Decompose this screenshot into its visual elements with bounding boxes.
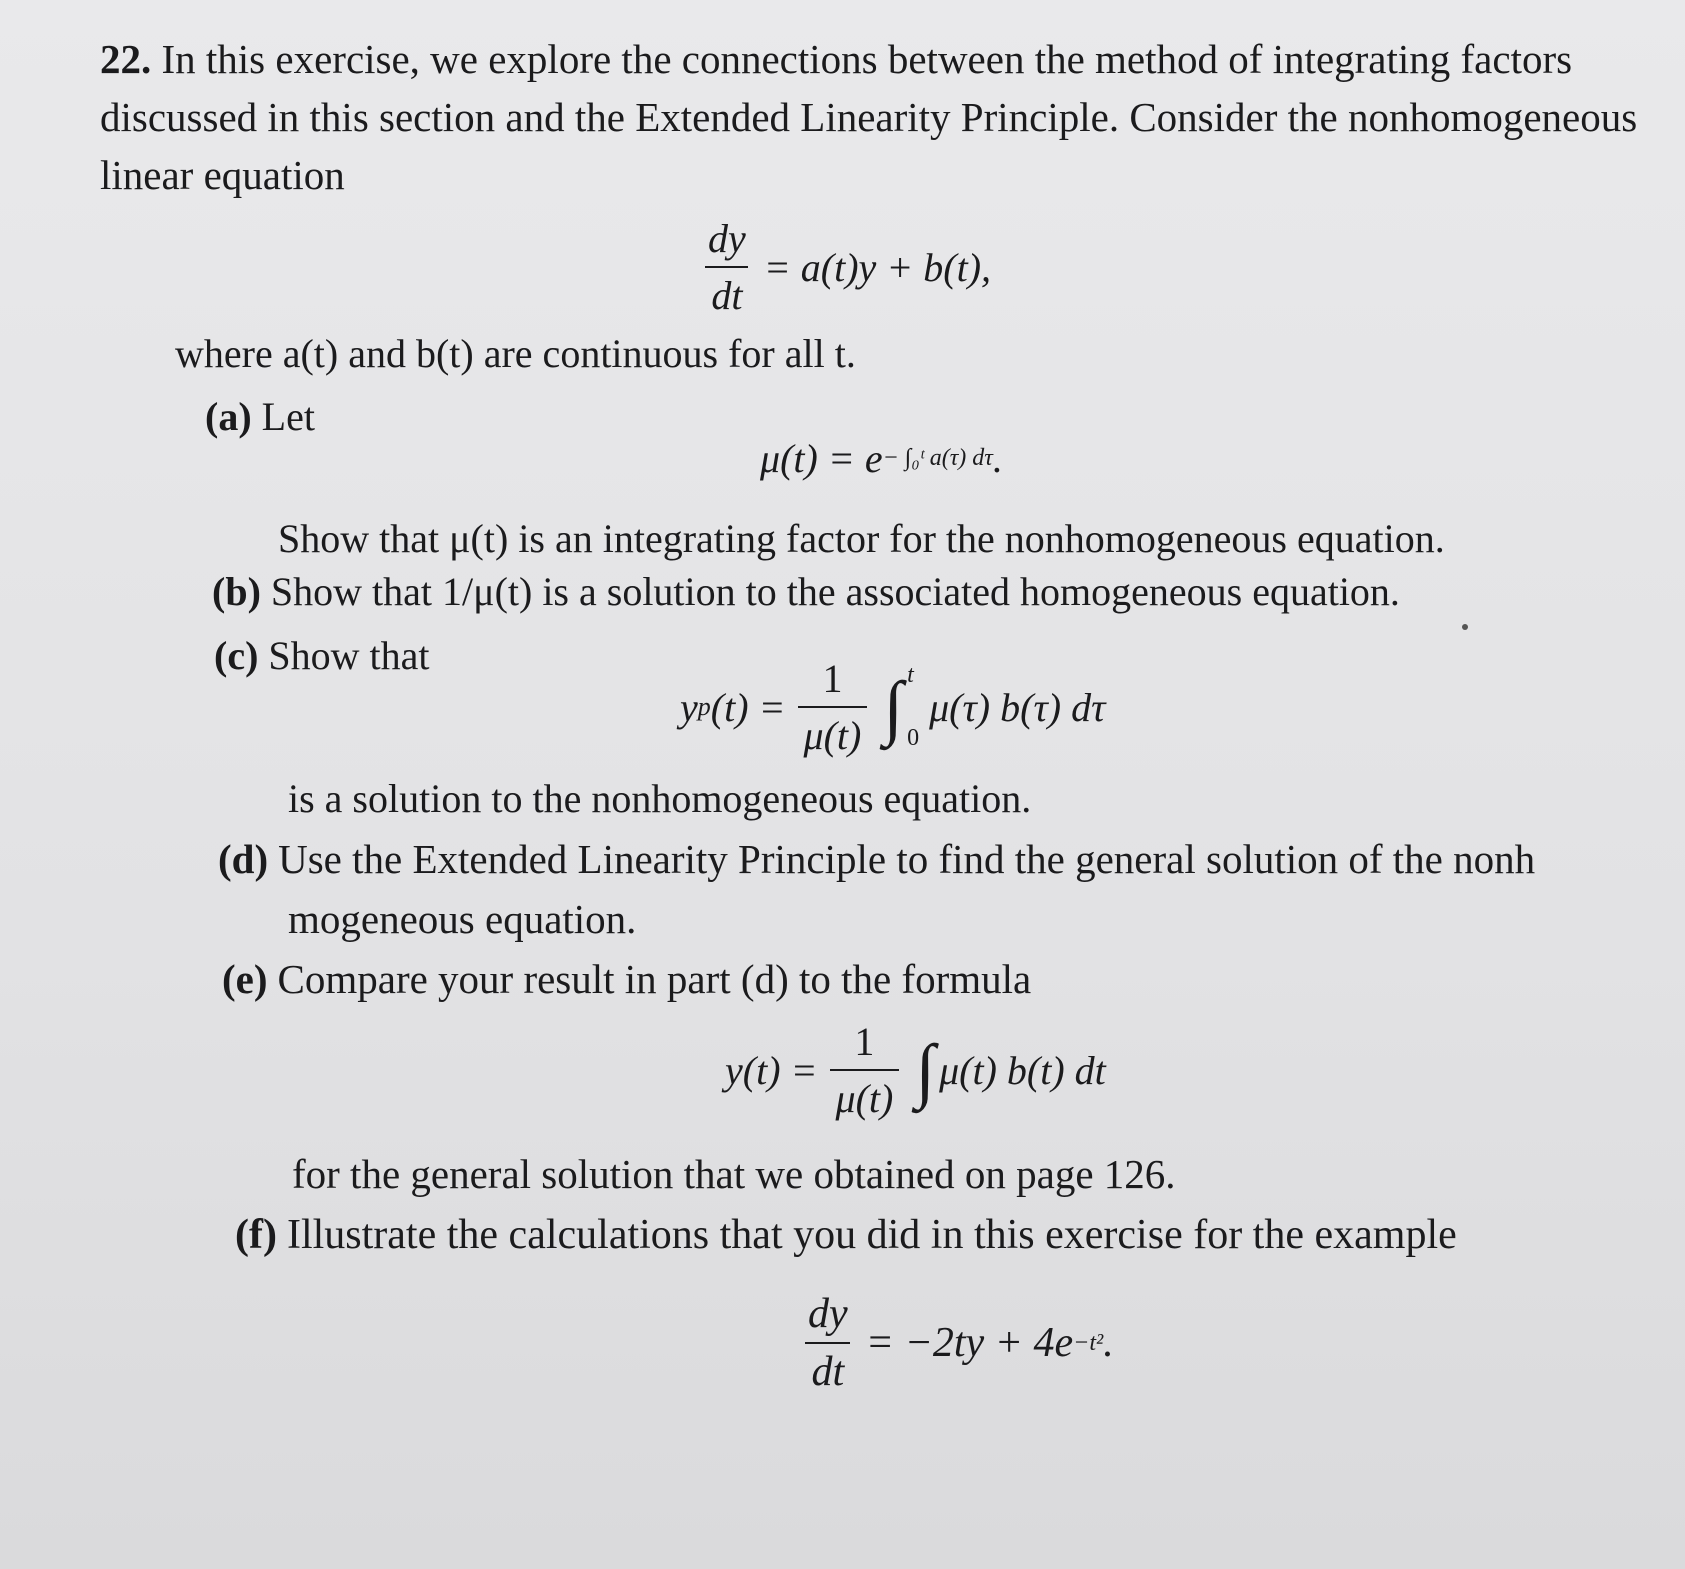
part-c-after: is a solution to the nonhomogeneous equation.: [288, 776, 1032, 821]
integral-sign: ∫: [915, 1030, 936, 1110]
part-b-label: (b): [212, 569, 261, 614]
problem-intro: [100, 30, 1640, 204]
main-equation: $\frac{dy}{dt}$ = a(t)y + b(t),: [690, 215, 991, 319]
part-f: (f) Illustrate the calculations that you did in this exercise for the example: [235, 1212, 1457, 1258]
part-e-after: for the general solution that we obtained on page 126.: [292, 1151, 1176, 1197]
part-a-show: Show that μ(t) is an integrating factor for the nonhomogeneous equation.: [278, 516, 1445, 561]
intro-text: In this exercise, we explore the connections between the method of integrating factors discussed in this section and the Extended Linearity Principle. Consider the nonhomogeneous linear equation: [100, 36, 1638, 198]
part-a-equation: μ(t) = e − ∫₀ᵗ a(τ) dτ .: [760, 436, 1003, 481]
part-e: (e) Compare your result in part (d) to the formula: [222, 956, 1032, 1002]
part-d-label: (d): [218, 836, 269, 882]
part-f-equation: $\frac{dy}{dt}$ = −2ty + 4e −t² .: [790, 1290, 1114, 1396]
main-eq-fraction: $\frac{dy}{dt}$: [702, 215, 752, 319]
part-a: (a) Let: [205, 394, 315, 439]
part-f-label: (f): [235, 1212, 277, 1258]
part-c-equation: y p (t) = $\frac{1}{\mu(t)}$ ∫ t 0 μ(τ) b(τ) dτ: [680, 656, 1106, 758]
part-c-label: (c): [214, 633, 259, 678]
part-b: (b) Show that 1/μ(t) is a solution to the associated homogeneous equation.: [212, 569, 1400, 614]
part-c: (c) Show that: [214, 633, 430, 678]
part-f-exponent: −t²: [1073, 1329, 1104, 1356]
part-a-exponent: − ∫₀ᵗ a(τ) dτ: [882, 445, 993, 471]
stray-mark: [1462, 617, 1468, 635]
part-e-label: (e): [222, 956, 268, 1002]
part-d-cont: mogeneous equation.: [288, 896, 637, 942]
part-d: (d) Use the Extended Linearity Principle to find the general solution of the nonh: [218, 836, 1536, 882]
part-e-equation: y(t) = $\frac{1}{\mu(t)}$ ∫ μ(t) b(t) dt: [725, 1019, 1106, 1121]
part-a-label: (a): [205, 394, 252, 439]
where-line: where a(t) and b(t) are continuous for all t.: [175, 331, 856, 376]
problem-number: 22.: [100, 36, 152, 82]
integral-sign: ∫: [883, 667, 904, 747]
